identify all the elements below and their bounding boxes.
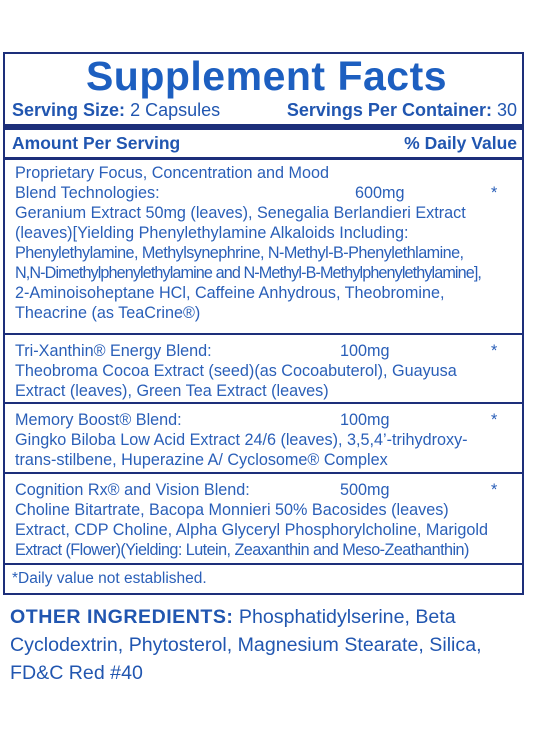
blend-cognition-rx (15, 480, 520, 560)
daily-value-asterisk: * (491, 184, 498, 202)
footnote-divider (5, 563, 522, 565)
ingredient-line: Phenylethylamine, Methylsynephrine, N-Methyl-B-Phenylethlamine, (15, 244, 464, 262)
blend-divider (5, 333, 522, 335)
serving-size-label: Serving Size: (12, 100, 126, 120)
other-ingredients (10, 603, 530, 687)
daily-value-header: % Daily Value (404, 133, 517, 153)
ingredient-line: Theobroma Cocoa Extract (seed)(as Cocoabuterol), Guayusa (15, 362, 457, 380)
daily-value-asterisk: * (491, 481, 498, 499)
blend-divider (5, 402, 522, 404)
blend-amount: 100mg (340, 342, 390, 360)
blend-name: Memory Boost® Blend: (15, 411, 182, 429)
blend-divider (5, 472, 522, 474)
servings-per-container (287, 99, 517, 121)
blend-name-row (15, 410, 520, 430)
amount-per-serving-header: Amount Per Serving (12, 133, 181, 153)
serving-size (12, 99, 220, 121)
blend-name-line: Proprietary Focus, Concentration and Mood (15, 164, 330, 182)
ingredient-line: Extract (Flower)(Yielding: Lutein, Zeaxanthin and Meso-Zeathanthin) (15, 541, 469, 559)
footnote: *Daily value not established. (12, 570, 207, 587)
blend-name-row (15, 480, 520, 500)
daily-value-asterisk: * (491, 411, 498, 429)
ingredient-line: (leaves)[Yielding Phenylethylamine Alkaloids Including: (15, 224, 409, 242)
blend-name-row (15, 183, 520, 203)
ingredient-line: N,N-Dimethylphenylethylamine and N-Methyl-B-Methylphenylethylamine], (15, 264, 482, 282)
blend-tri-xanthin (15, 341, 520, 401)
servings-per-container-label: Servings Per Container: (286, 100, 492, 120)
blend-amount: 600mg (355, 184, 405, 202)
serving-size-value: 2 Capsules (130, 100, 221, 120)
blend-name: Tri-Xanthin® Energy Blend: (15, 342, 212, 360)
other-ingredients-text: Phosphatidylserine, Beta Cyclodextrin, Phytosterol, Magnesium Stearate, Silica, FD&C Red #40 (10, 606, 482, 684)
blend-memory-boost (15, 410, 520, 470)
ingredient-line: Gingko Biloba Low Acid Extract 24/6 (leaves), 3,5,4’-trihydroxy- (15, 431, 468, 449)
servings-per-container-value: 30 (496, 100, 517, 120)
blend-amount: 500mg (340, 481, 390, 499)
panel-title: Supplement Facts (85, 53, 448, 99)
other-ingredients-label: OTHER INGREDIENTS: (10, 606, 234, 628)
ingredient-line: Geranium Extract 50mg (leaves), Senegalia Berlandieri Extract (15, 204, 466, 222)
thick-divider (5, 124, 522, 130)
medium-divider (5, 157, 522, 160)
blend-name-line: Blend Technologies: (15, 184, 160, 202)
ingredient-line: Theacrine (as TeaCrine®) (15, 304, 201, 322)
blend-proprietary-focus (15, 163, 520, 323)
blend-amount: 100mg (340, 411, 390, 429)
daily-value-asterisk: * (491, 342, 498, 360)
ingredient-line: trans-stilbene, Huperazine A/ Cyclosome® Complex (15, 451, 388, 469)
ingredient-line: 2-Aminoisoheptane HCl, Caffeine Anhydrous, Theobromine, (15, 284, 445, 302)
ingredient-line: Choline Bitartrate, Bacopa Monnieri 50% Bacosides (leaves) (15, 501, 449, 519)
blend-name: Cognition Rx® and Vision Blend: (15, 481, 250, 499)
ingredient-line: Extract (leaves), Green Tea Extract (leaves) (15, 382, 329, 400)
blend-name-row (15, 341, 520, 361)
ingredient-line: Extract, CDP Choline, Alpha Glyceryl Phosphorylcholine, Marigold (15, 521, 488, 539)
